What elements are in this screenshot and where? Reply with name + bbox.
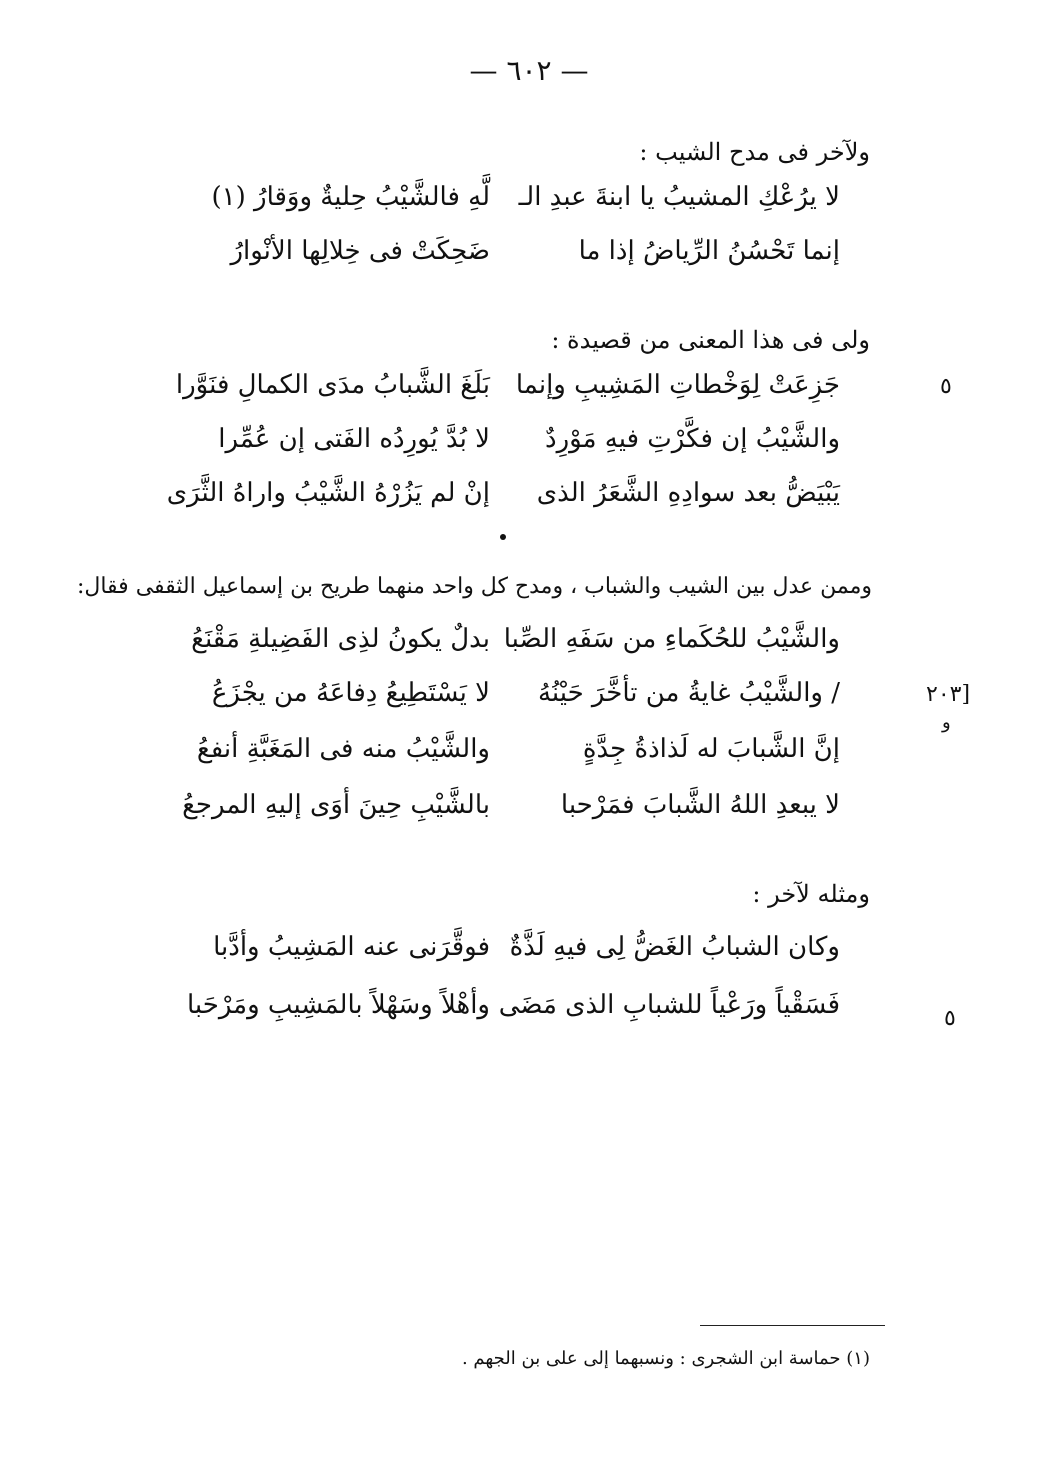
page-number: — ٦٠٢ —: [469, 54, 589, 87]
margin-line-number: ٥: [944, 1006, 956, 1031]
verse-line: [180, 624, 840, 664]
section-heading: وممن عدل بين الشيب والشباب ، ومدح كل واحد منهما طريح بن إسماعيل الثقفى فقال:: [76, 574, 872, 599]
section-heading: ولآخر فى مدح الشيب :: [639, 138, 870, 166]
verse-second-hemistich: فوقَّرَنى عنه المَشِيبُ وأدَّبا: [213, 932, 490, 962]
margin-page-reference-sub: و: [942, 712, 951, 733]
verse-line: [180, 932, 840, 972]
verse-first-hemistich: يَبْيَضُّ بعد سوادِهِ الشَّعَرُ الذى: [536, 478, 840, 508]
verse-line: [180, 182, 840, 222]
verse-second-hemistich: بالشَّيْبِ حِينَ أوَى إليهِ المرجعُ: [182, 790, 490, 820]
verse-second-hemistich: لَّهِ فالشَّيْبُ حِليةٌ ووَقارُ (١): [211, 182, 490, 212]
verse-second-hemistich: بدلٌ يكونُ لذِى الفَضِيلةِ مَقْنَعُ: [191, 624, 490, 654]
verse-line: [175, 370, 840, 410]
verse-first-hemistich: وكان الشبابُ الغَضُّ لِى فيهِ لَذَّةٌ: [509, 932, 840, 962]
verse-line: [180, 734, 840, 774]
verse-second-hemistich: إنْ لم يَزُرْهُ الشَّيْبُ واراهُ الثَّرَى: [166, 478, 490, 508]
verse-second-hemistich: وأهْلاً وسَهْلاً بالمَشِيبِ ومَرْحَبا: [187, 990, 490, 1020]
verse-first-hemistich: إنَّ الشَّبابَ له لَذاذةُ جِدَّةٍ: [582, 734, 840, 764]
verse-line: [180, 424, 840, 464]
verse-second-hemistich: بَلَغَ الشَّبابُ مدَى الكمالِ فنَوَّرا: [175, 370, 490, 400]
verse-line: [166, 478, 840, 518]
verse-line: [180, 990, 840, 1030]
footnote: (١) حماسة ابن الشجرى : ونسبهما إلى على بن الجهم .: [461, 1348, 870, 1369]
verse-first-hemistich: إنما تَحْسُنُ الرِّياضُ إذا ما: [578, 236, 840, 266]
verse-second-hemistich: ضَحِكَتْ فى خِلالِها الأنْوارُ: [230, 236, 490, 266]
verse-second-hemistich: لا بُدَّ يُورِدُه الفَتى إن عُمِّرا: [218, 424, 490, 454]
verse-first-hemistich: فَسَقْياً ورَعْياً للشبابِ الذى مَضَى: [498, 990, 840, 1020]
verse-first-hemistich: والشَّيْبُ للحُكَماءِ من سَفَهِ الصِّبا: [503, 624, 840, 654]
footnote-rule: [700, 1325, 885, 1326]
section-heading: ومثله لآخر :: [752, 880, 870, 908]
section-heading: ولى فى هذا المعنى من قصيدة :: [551, 326, 870, 354]
verse-line: [180, 790, 840, 830]
verse-first-hemistich: جَزِعَتْ لِوَخْطاتِ المَشِيبِ وإنما: [515, 370, 840, 400]
separator-dot: [500, 534, 506, 540]
verse-first-hemistich: / والشَّيْبُ غايةُ من تأخَّرَ حَيْنُهُ: [537, 678, 840, 708]
verse-second-hemistich: لا يَسْتَطِيعُ دِفاعَهُ من يجْزَعُ: [211, 678, 490, 708]
verse-first-hemistich: لا يرُعْكِ المشيبُ يا ابنةَ عبدِ الـ: [518, 182, 840, 212]
verse-line: [180, 678, 840, 718]
margin-page-reference: [٢٠٣: [926, 682, 971, 707]
verse-line: [180, 236, 840, 276]
verse-first-hemistich: والشَّيْبُ إن فكَّرْتِ فيهِ مَوْرِدٌ: [545, 424, 840, 454]
margin-line-number: ٥: [940, 374, 952, 399]
verse-first-hemistich: لا يبعدِ اللهُ الشَّبابَ فمَرْحبا: [560, 790, 840, 820]
verse-second-hemistich: والشَّيْبُ منه فى المَغَبَّةِ أنفعُ: [196, 734, 490, 764]
